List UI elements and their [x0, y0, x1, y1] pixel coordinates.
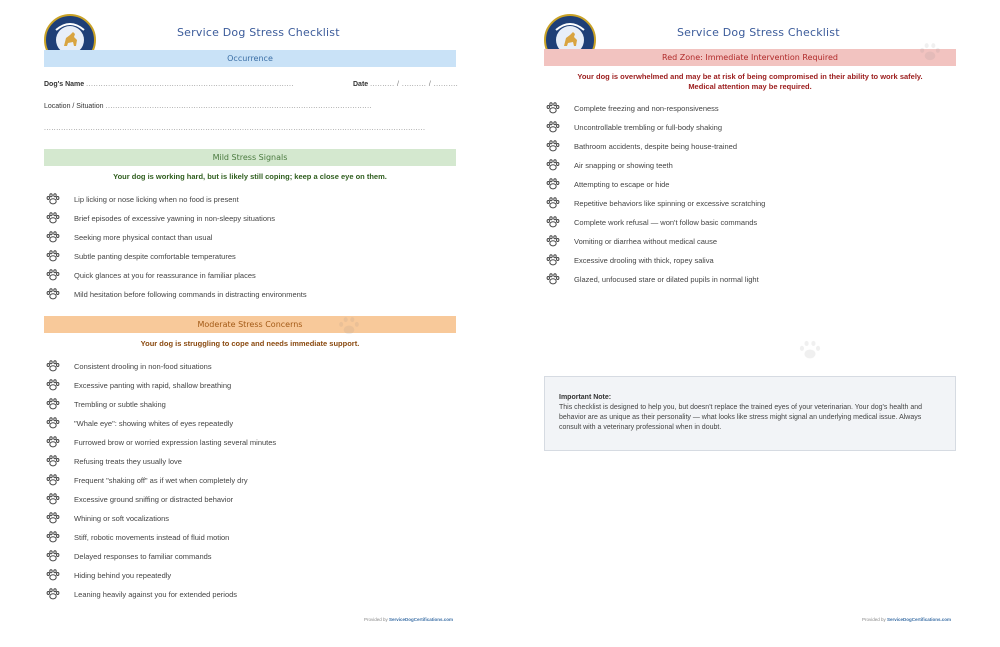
checklist-item-label: Glazed, unfocused stare or dilated pupils in normal light: [574, 274, 759, 284]
checklist-item[interactable]: [546, 234, 717, 248]
checklist-item[interactable]: [46, 230, 212, 244]
paw-watermark-icon: [798, 338, 822, 362]
important-note-title: Important Note:: [559, 394, 612, 401]
checklist-item[interactable]: [546, 253, 714, 267]
checklist-item[interactable]: [46, 530, 229, 544]
footer-credit: [364, 617, 453, 622]
checklist-item[interactable]: [46, 378, 231, 392]
checklist-item-label: Attempting to escape or hide: [574, 179, 670, 189]
checklist-item-label: "Whale eye": showing whites of eyes repeatedly: [74, 418, 234, 428]
paw-icon: [46, 231, 60, 243]
checklist-item-label: Air snapping or showing teeth: [574, 160, 673, 170]
paw-icon: [546, 216, 560, 228]
paw-icon: [546, 178, 560, 190]
checklist-item-label: Bathroom accidents, despite being house-trained: [574, 141, 738, 151]
paw-icon: [46, 250, 60, 262]
checklist-item[interactable]: [46, 192, 239, 206]
paw-watermark-icon: [918, 42, 942, 62]
red-zone-subtitle-line2: Medical attention may be required.: [688, 82, 812, 91]
checklist-item-label: Excessive panting with rapid, shallow breathing: [74, 380, 232, 390]
checklist-item-label: Vomiting or diarrhea without medical cause: [574, 236, 717, 246]
checklist-item-label: Repetitive behaviors like spinning or excessive scratching: [574, 198, 766, 208]
checklist-item-label: Frequent "shaking off" as if wet when completely dry: [74, 475, 248, 485]
dog-name-label: Dog's Name: [44, 81, 85, 88]
checklist-item-label: Brief episodes of excessive yawning in non-sleepy situations: [74, 213, 275, 223]
checklist-item-label: Furrowed brow or worried expression lasting several minutes: [74, 437, 277, 447]
paw-icon: [46, 493, 60, 505]
footer-link[interactable]: ServiceDogCertifications.com: [389, 617, 454, 622]
checklist-item[interactable]: [46, 435, 276, 449]
checklist-item-label: Stiff, robotic movements instead of fluid motion: [74, 532, 230, 542]
mild-stress-subtitle: Your dog is working hard, but is likely still coping; keep a close eye on them.: [113, 172, 387, 181]
checklist-item[interactable]: [46, 473, 248, 487]
checklist-item-label: Excessive ground sniffing or distracted behavior: [74, 494, 234, 504]
paw-icon: [46, 531, 60, 543]
checklist-item[interactable]: [46, 416, 233, 430]
checklist-item-label: Seeking more physical contact than usual: [74, 232, 213, 242]
dog-name-field[interactable]: Dog's Name .....................................................................................: [44, 81, 294, 88]
checklist-item-label: Refusing treats they usually love: [74, 456, 182, 466]
checklist-item-label: Mild hesitation before following commands in distracting environments: [74, 289, 307, 299]
checklist-item[interactable]: [46, 511, 169, 525]
paw-icon: [546, 197, 560, 209]
checklist-item[interactable]: [546, 177, 669, 191]
red-zone-subtitle-line1: Your dog is overwhelmed and may be at risk of being compromised in their ability to work safely.: [577, 72, 923, 81]
checklist-item-label: Excessive drooling with thick, ropey saliva: [574, 255, 714, 265]
footer-link[interactable]: ServiceDogCertifications.com: [887, 617, 952, 622]
checklist-item[interactable]: [546, 196, 765, 210]
location-continuation-line[interactable]: ............................................................................................................................................................: [44, 125, 426, 132]
checklist-item[interactable]: [46, 249, 236, 263]
paw-icon: [46, 512, 60, 524]
paw-icon: [546, 254, 560, 266]
paw-icon: [46, 212, 60, 224]
footer-credit: [862, 617, 951, 622]
checklist-item[interactable]: [46, 397, 166, 411]
page-title: Service Dog Stress Checklist: [177, 26, 340, 39]
moderate-stress-subtitle: Your dog is struggling to cope and needs immediate support.: [140, 339, 360, 348]
checklist-item-label: Trembling or subtle shaking: [74, 399, 166, 409]
right-page: [500, 0, 1000, 647]
checklist-item[interactable]: [546, 215, 757, 229]
paw-icon: [46, 193, 60, 205]
checklist-item-label: Complete freezing and non-responsiveness: [574, 103, 719, 113]
checklist-item-label: Hiding behind you repeatedly: [74, 570, 172, 580]
footer-prefix: Provided by: [862, 617, 886, 622]
checklist-item[interactable]: [46, 359, 212, 373]
paw-icon: [46, 569, 60, 581]
checklist-item[interactable]: [46, 492, 233, 506]
checklist-item[interactable]: [46, 587, 237, 601]
location-label: Location / Situation: [44, 103, 104, 110]
checklist-item-label: Consistent drooling in non-food situations: [74, 361, 212, 371]
mild-stress-header: Mild Stress Signals: [44, 149, 456, 166]
paw-icon: [46, 398, 60, 410]
checklist-item-label: Whining or soft vocalizations: [74, 513, 170, 523]
checklist-item-label: Quick glances at you for reassurance in familiar places: [74, 270, 256, 280]
location-field[interactable]: Location / Situation .............................................................................................................: [44, 103, 372, 110]
occurrence-header: Occurrence: [44, 50, 456, 67]
paw-icon: [46, 474, 60, 486]
checklist-item-label: Complete work refusal — won't follow basic commands: [574, 217, 758, 227]
paw-watermark-icon: [336, 316, 362, 336]
checklist-item-label: Delayed responses to familiar commands: [74, 551, 212, 561]
paw-icon: [546, 140, 560, 152]
checklist-item-label: Subtle panting despite comfortable temperatures: [74, 251, 236, 261]
checklist-item[interactable]: [46, 211, 275, 225]
checklist-item[interactable]: [46, 568, 171, 582]
checklist-item-label: Lip licking or nose licking when no food is present: [74, 194, 239, 204]
paw-icon: [546, 121, 560, 133]
checklist-item[interactable]: [46, 454, 182, 468]
paw-icon: [46, 379, 60, 391]
paw-icon: [46, 269, 60, 281]
paw-icon: [46, 417, 60, 429]
date-label: Date: [353, 81, 369, 88]
paw-icon: [46, 288, 60, 300]
red-zone-header: Red Zone: Immediate Intervention Required: [544, 49, 956, 66]
paw-icon: [546, 273, 560, 285]
important-note-box: [544, 376, 956, 451]
checklist-item-label: Uncontrollable trembling or full-body shaking: [574, 122, 722, 132]
paw-icon: [46, 436, 60, 448]
checklist-item[interactable]: [546, 120, 722, 134]
page-title: Service Dog Stress Checklist: [677, 26, 840, 39]
paw-icon: [546, 235, 560, 247]
paw-icon: [546, 159, 560, 171]
checklist-item[interactable]: [546, 139, 737, 153]
paw-icon: [46, 550, 60, 562]
paw-icon: [546, 102, 560, 114]
checklist-item[interactable]: [46, 287, 307, 301]
footer-prefix: Provided by: [364, 617, 388, 622]
checklist-item[interactable]: [46, 268, 256, 282]
date-field[interactable]: Date .......... / .......... / ..........: [353, 81, 459, 88]
paw-icon: [46, 588, 60, 600]
checklist-item[interactable]: [46, 549, 212, 563]
important-note-body: This checklist is designed to help you, but doesn't replace the trained eyes of your veterinarian. Your dog's health and behavior are as unique as their personality — what looks like stress might signal an underlying medical issue. Always consult with a veterinary professional when in doubt.: [559, 404, 923, 431]
checklist-item[interactable]: [546, 272, 759, 286]
paw-icon: [46, 360, 60, 372]
checklist-item[interactable]: [546, 101, 719, 115]
moderate-stress-header: Moderate Stress Concerns: [44, 316, 456, 333]
paw-icon: [46, 455, 60, 467]
checklist-item-label: Leaning heavily against you for extended periods: [74, 589, 238, 599]
checklist-item[interactable]: [546, 158, 673, 172]
